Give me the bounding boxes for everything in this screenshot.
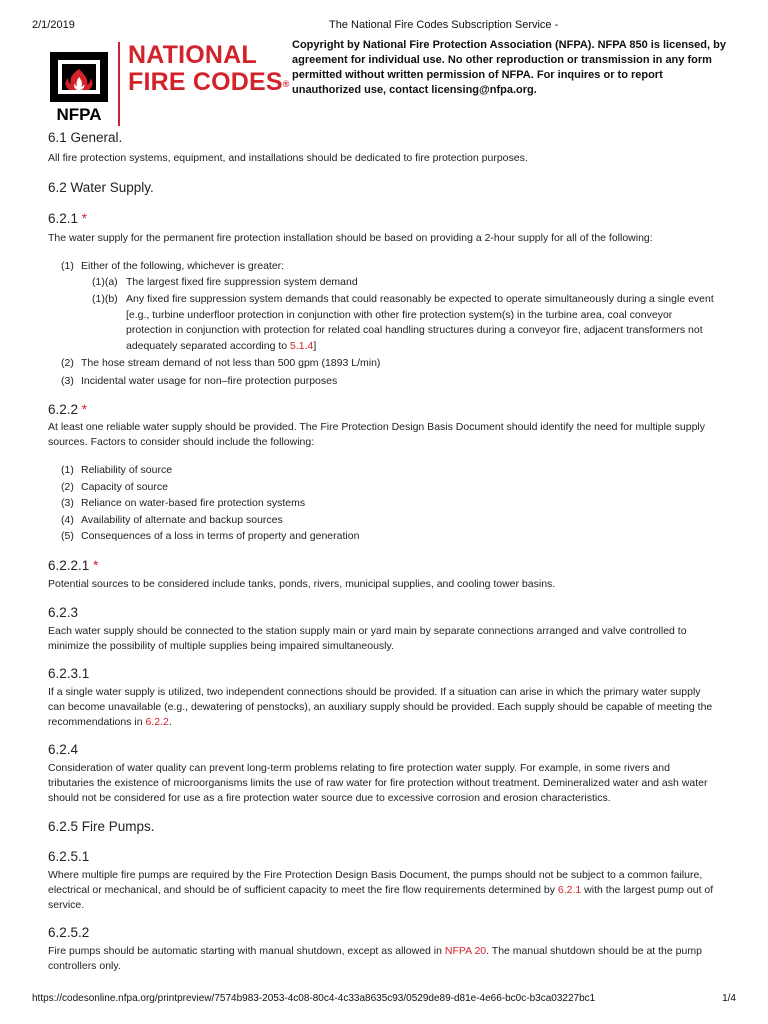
print-footer <box>32 993 736 1007</box>
list-item: (1) Reliability of source <box>61 464 173 476</box>
section-text: The water supply for the permanent fire protection installation should be based on providing a 2-hour supply for all of the following: <box>48 232 653 244</box>
brand-name-line2: FIRE CODES <box>128 68 283 96</box>
annex-star-link[interactable]: * <box>81 211 88 226</box>
section-heading: 6.2.2 * <box>48 402 88 417</box>
list-item: (3) Reliance on water-based fire protection systems <box>61 497 306 509</box>
section-heading: 6.2.5.1 <box>48 848 90 864</box>
copyright-notice: Copyright by National Fire Protection Association (NFPA). NFPA 850 is licensed, by agreement for individual use. No other reproduction or transmission in any form permitted without written permission of NFPA. For inquires or to report unauthorized use, contact licensing@nfpa.org. <box>292 39 726 96</box>
list-item: (2) Capacity of source <box>61 480 168 493</box>
page-number: 1/4 <box>722 993 736 1004</box>
section-text: Potential sources to be considered include tanks, ponds, rivers, municipal supplies, and cooling tower basins. <box>48 577 556 590</box>
requirements-list <box>48 259 716 389</box>
factors-list <box>48 463 716 545</box>
section-heading: 6.2.3 <box>48 604 79 620</box>
standard-ref-link[interactable]: NFPA 20 <box>444 944 487 957</box>
list-item: (1) Either of the following, whichever is greater: <box>61 260 285 272</box>
annex-star-link[interactable]: * <box>93 557 99 573</box>
list-subitem: (1)(b) Any fixed fire suppression system demands that could reasonably be expected to operate simultaneously during a single event [e.g., turbine underfloor protection in conjunction with other fire protection system(s) in the turbine area, coal conveyor protection in conjunction with protection for related coal handling structures during a conveyor fire, adjacent transformers not adequately separated according to 5.1.4] <box>92 293 714 352</box>
section-ref-link[interactable]: 6.2.2 <box>145 715 169 728</box>
annex-star-link[interactable]: * <box>81 402 88 417</box>
nfpa-flame-logo-icon <box>48 50 112 126</box>
section-ref-link[interactable]: 5.1.4 <box>290 339 314 352</box>
section-text: Where multiple fire pumps are required by the Fire Protection Design Basis Document, the pumps should not be subject to a common failure, electrical or mechanical, and should be of sufficient capacity to meet the fire flow requirements determined by 6.2.1 with the largest pump out of service. <box>48 868 714 911</box>
section-heading: 6.2.3.1 <box>48 665 90 681</box>
list-item: (5) Consequences of a loss in terms of property and generation <box>61 530 360 542</box>
section-heading: 6.2.1 * <box>48 211 88 226</box>
brand-name <box>128 42 290 96</box>
print-date: 2/1/2019 <box>32 19 75 31</box>
section-text: Each water supply should be connected to the station supply main or yard main by separate connections arranged and valve controlled to minimize the possibility of multiple supplies being impaired simultaneously. <box>48 624 687 652</box>
brand-header <box>48 38 288 126</box>
section-heading: 6.2.2.1 * <box>48 557 99 573</box>
section-text: All fire protection systems, equipment, and installations should be dedicated to fire protection purposes. <box>48 152 528 164</box>
brand-name-line1: NATIONAL <box>128 41 257 69</box>
page-url: https://codesonline.nfpa.org/printpreview/7574b983-2053-4c08-80c4-4c33a8635c93/0529de89-d81e-4e66-bc0c-b3ca03227bc1 <box>32 993 596 1004</box>
section-heading: 6.1 General. <box>48 130 123 145</box>
section-ref-link[interactable]: 6.2.1 <box>557 883 582 896</box>
list-subitem: (1)(a) The largest fixed fire suppression system demand <box>92 275 358 288</box>
section-text: Fire pumps should be automatic starting with manual shutdown, except as allowed in NFPA 20. The manual shutdown should be at the pump controllers only. <box>48 944 702 972</box>
section-heading: 6.2.5 Fire Pumps. <box>48 818 155 834</box>
section-heading: 6.2.4 <box>48 741 79 757</box>
section-text: If a single water supply is utilized, two independent connections should be provided. If a situation can arise in which the primary water supply can become unavailable (e.g., dewatering of penstocks), an auxiliary supply should be provided. Each supply should be capable of meeting the recommendations in 6.2.2. <box>48 685 713 728</box>
section-heading: 6.2 Water Supply. <box>48 180 154 195</box>
section-text: At least one reliable water supply should be provided. The Fire Protection Design Basis Document should identify the need for multiple supply sources. Factors to consider should include the following: <box>48 421 706 448</box>
list-item: (3) Incidental water usage for non–fire protection purposes <box>61 374 338 387</box>
print-header <box>32 19 736 33</box>
section-heading: 6.2.5.2 <box>48 924 90 940</box>
section-text: Consideration of water quality can prevent long-term problems relating to fire protection water supply. For example, in some rivers and tributaries the existence of microorganisms limits the use of raw water for fire protection without treatment. Demineralized water and ash water should not be considered for use as a fire protection water source due to excessive corrosion and erosion characteristics. <box>48 761 708 804</box>
brand-divider <box>118 42 120 126</box>
list-item: (2) The hose stream demand of not less than 500 gpm (1893 L/min) <box>61 357 381 369</box>
list-item: (4) Availability of alternate and backup sources <box>61 513 283 526</box>
print-title: The National Fire Codes Subscription Service - <box>329 19 559 31</box>
document-body <box>48 127 716 974</box>
logo-text: NFPA <box>56 105 102 124</box>
registered-mark: ® <box>282 79 290 89</box>
